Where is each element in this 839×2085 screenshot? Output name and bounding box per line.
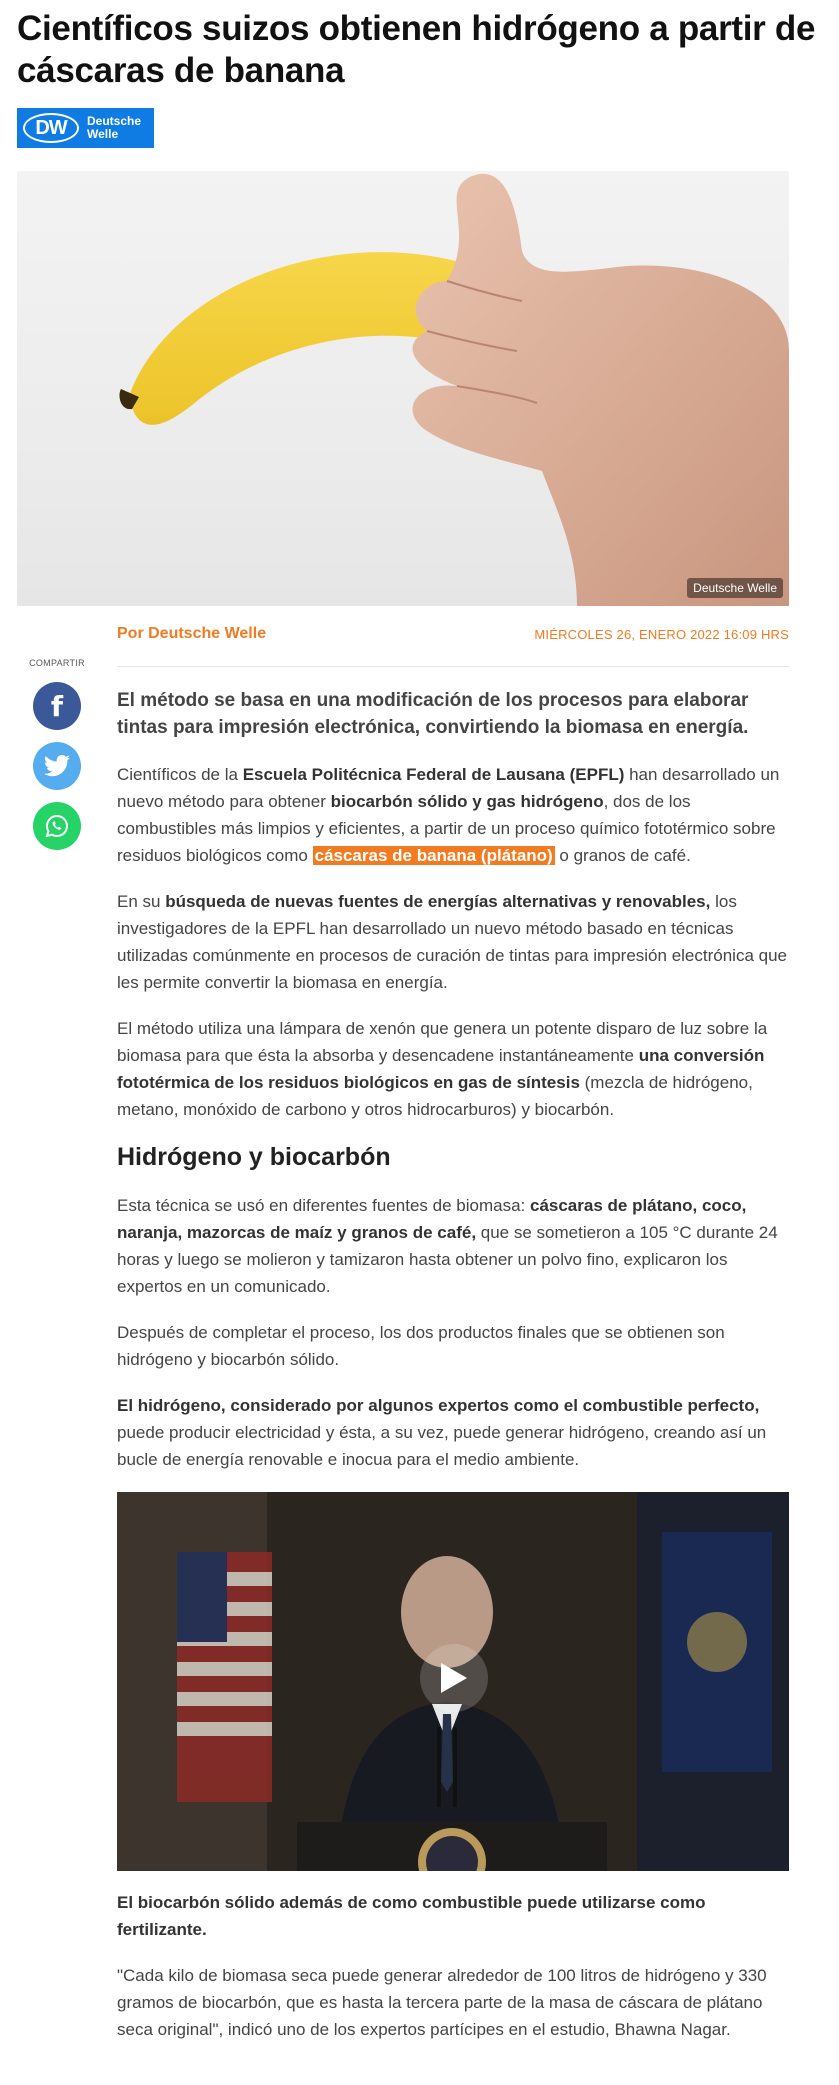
banana-hand-illustration (17, 171, 789, 606)
dw-logo-line1: Deutsche (87, 114, 142, 128)
highlighted-keyword: cáscaras de banana (plátano) (314, 846, 553, 865)
paragraph-1 (117, 761, 789, 869)
share-bar (26, 658, 88, 862)
paragraph-6 (117, 1392, 789, 1473)
article-headline: Científicos suizos obtienen hidrógeno a partir de cáscaras de banana (17, 9, 816, 90)
p1-text: Científicos de la (117, 765, 243, 784)
dw-logo-text (87, 115, 141, 141)
author-link[interactable]: Por Deutsche Welle (117, 625, 267, 642)
paragraph-4 (117, 1192, 789, 1300)
embedded-video[interactable] (117, 1492, 789, 1871)
whatsapp-icon (45, 814, 69, 838)
p2-text: En su (117, 892, 166, 911)
p3-bold: una conversión fototérmica de los residuos biológicos en gas de síntesis (117, 1046, 765, 1092)
paragraph-3 (117, 1015, 789, 1123)
video-play-button[interactable] (420, 1644, 488, 1712)
p1-bold: biocarbón sólido y gas hidrógeno (330, 792, 604, 811)
share-twitter-button[interactable] (33, 742, 81, 790)
paragraph-5: Después de completar el proceso, los dos productos finales que se obtienen son hidrógeno y biocarbón sólido. (117, 1323, 725, 1369)
image-credit: Deutsche Welle (687, 578, 783, 598)
p7-bold: El biocarbón sólido además de como combustible puede utilizarse como fertilizante. (117, 1893, 706, 1939)
article-lead: El método se basa en una modificación de los procesos para elaborar tintas para impresión electrónica, convirtiendo la biomasa en energía. (117, 690, 749, 738)
play-icon (439, 1661, 469, 1695)
p1-text: han desarrollado un nuevo método para obtener (117, 765, 780, 811)
p6-bold: El hidrógeno, considerado por algunos expertos como el combustible perfecto, (117, 1396, 760, 1415)
facebook-icon: f (50, 689, 64, 723)
p1-text: , dos de los combustibles más limpios y eficientes, a partir de un proceso químico fototérmico sobre residuos biológicos como (117, 792, 776, 865)
dw-logo-line2: Welle (87, 127, 119, 141)
p2-text: los investigadores de la EPFL han desarrollado un nuevo método basado en técnicas utilizadas comúnmente en procesos de curación de tintas para impresión electrónica que les permite convertir la biomasa en energía. (117, 892, 787, 992)
p4-text: que se sometieron a 105 °C durante 24 horas y luego se molieron y tamizaron hasta obtener un polvo fino, explicaron los expertos en un comunicado. (117, 1223, 778, 1296)
share-label: COMPARTIR (29, 658, 85, 668)
p6-text: puede producir electricidad y ésta, a su vez, puede generar hidrógeno, creando así un bucle de energía renovable e inocua para el medio ambiente. (117, 1423, 767, 1469)
p3-text: El método utiliza una lámpara de xenón que genera un potente disparo de luz sobre la biomasa para que ésta la absorba y desencadene instantáneamente (117, 1019, 768, 1065)
byline (117, 621, 789, 667)
p1-text: o granos de café. (554, 846, 691, 865)
paragraph-8: "Cada kilo de biomasa seca puede generar alrededor de 100 litros de hidrógeno y 330 gramos de biocarbón, que es hasta la tercera parte de la masa de cáscara de plátano seca original", indicó uno de los expertos partícipes en el estudio, Bhawna Nagar. (117, 1966, 767, 2039)
section-heading: Hidrógeno y biocarbón (117, 1143, 391, 1171)
twitter-icon (44, 755, 70, 777)
dw-logo-mark: DW (23, 113, 79, 143)
p1-bold: Escuela Politécnica Federal de Lausana (EPFL) (242, 765, 625, 784)
deutsche-welle-logo[interactable] (17, 108, 154, 148)
publish-date: MIÉRCOLES 26, ENERO 2022 16:09 HRS (534, 627, 789, 642)
p4-text: Esta técnica se usó en diferentes fuentes de biomasa: (117, 1196, 530, 1215)
share-facebook-button[interactable] (33, 682, 81, 730)
hero-image (17, 171, 789, 606)
p3-text: (mezcla de hidrógeno, metano, monóxido de carbono y otros hidrocarburos) y biocarbón. (117, 1073, 753, 1119)
p2-bold: búsqueda de nuevas fuentes de energías alternativas y renovables, (165, 892, 711, 911)
p4-bold: cáscaras de plátano, coco, naranja, mazorcas de maíz y granos de café, (117, 1196, 747, 1242)
paragraph-7 (117, 1889, 789, 1943)
paragraph-2 (117, 888, 789, 996)
article-body (117, 680, 789, 2062)
share-whatsapp-button[interactable] (33, 802, 81, 850)
